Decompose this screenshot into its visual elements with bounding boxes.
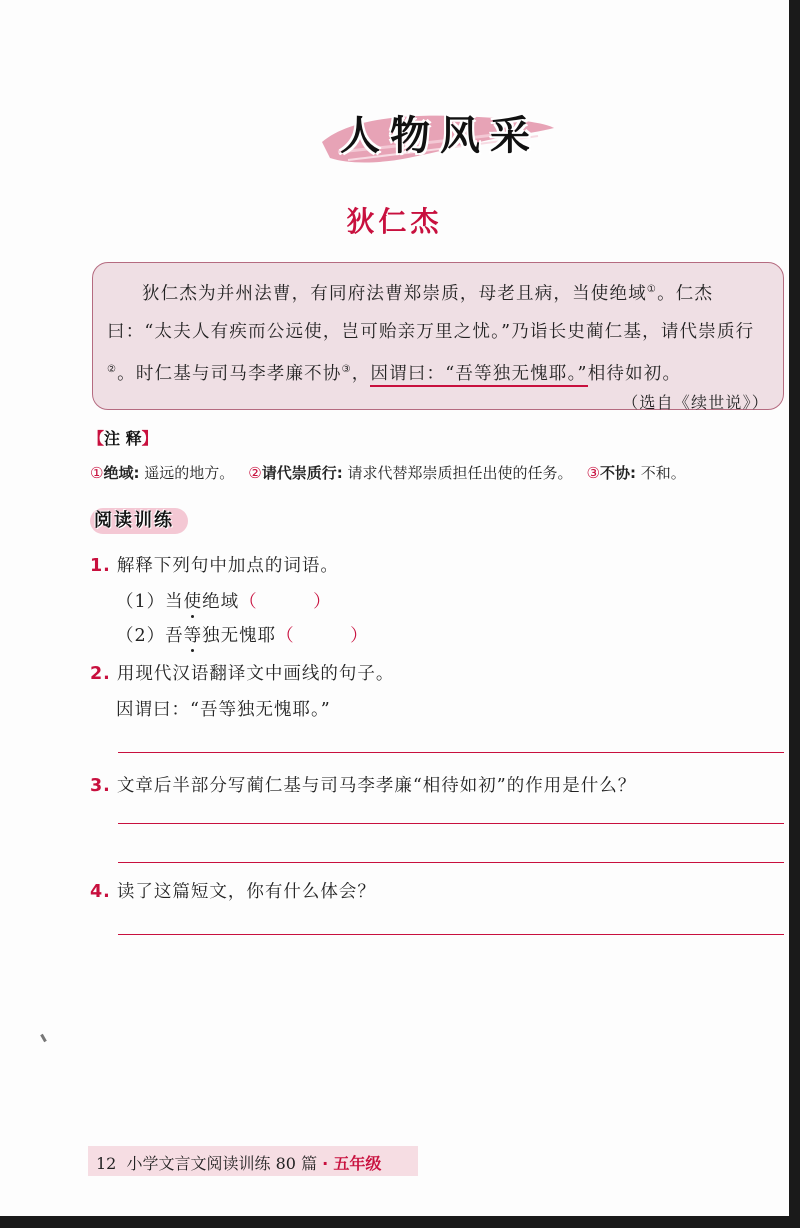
answer-line[interactable] <box>118 823 784 824</box>
sub-text-pre: 吾 <box>165 626 184 646</box>
notes-list <box>90 462 789 483</box>
note-number: ③ <box>586 464 600 482</box>
scan-edge-right <box>789 0 800 1228</box>
note-text: 不和。 <box>640 464 686 482</box>
bracket-left: 【 <box>88 429 105 448</box>
dotted-word: 等 <box>183 626 203 646</box>
note-text: 请求代替郑崇质担任出使的任务。 <box>347 464 573 482</box>
note-number: ① <box>90 464 104 482</box>
question-1-sub-2 <box>116 622 369 647</box>
bracket-right: 】 <box>141 429 158 448</box>
question-1-sub-1 <box>116 588 332 613</box>
answer-line[interactable] <box>118 934 784 935</box>
training-heading <box>90 506 190 534</box>
training-heading-text: 阅读训练 <box>94 510 174 531</box>
note-term: 不协 <box>599 464 630 482</box>
question-4 <box>90 878 376 903</box>
note-term: 绝域 <box>103 464 134 482</box>
passage-text <box>107 271 769 393</box>
question-text: 用现代汉语翻译文中画线的句子。 <box>116 664 395 684</box>
section-header <box>318 102 558 170</box>
notes-heading-text: 注 释 <box>104 429 142 448</box>
note-item <box>587 464 686 482</box>
note-number: ② <box>248 464 262 482</box>
answer-line[interactable] <box>118 862 784 863</box>
note-ref-2: ② <box>107 363 118 375</box>
grade-label: 五年级 <box>333 1154 382 1173</box>
question-1 <box>90 552 339 577</box>
passage-part-2: 。仁杰曰：“太夫人有疾而公远使，岂可贻亲万里之忧。”乃诣长史蔺仁基，请代崇质行 <box>107 283 755 342</box>
note-separator: : <box>630 464 636 482</box>
question-number: 2. <box>90 664 111 684</box>
note-term: 请代崇质行 <box>261 464 337 482</box>
passage-part-1: 狄仁杰为并州法曹，有同府法曹郑崇质，母老且病，当使绝域 <box>142 283 647 304</box>
sub-text-post: 独无愧耶 <box>202 626 277 646</box>
note-item <box>248 464 572 482</box>
sub-label: （1） <box>116 592 166 612</box>
footer-bullet: · <box>322 1154 329 1173</box>
source-citation: （选自《续世说》） <box>622 392 769 412</box>
passage-part-5: 相待如初。 <box>587 363 682 384</box>
dotted-word: 使 <box>183 592 203 612</box>
section-title: 人物风采 <box>340 113 540 159</box>
question-3 <box>90 772 636 797</box>
note-separator: : <box>133 464 140 482</box>
notes-heading <box>88 426 158 449</box>
answer-line[interactable] <box>118 752 784 753</box>
footer-text <box>96 1151 381 1174</box>
underlined-sentence: 因谓曰：“吾等独无愧耶。” <box>370 364 587 387</box>
article-title: 狄仁杰 <box>346 205 443 238</box>
scan-edge-bottom <box>0 1216 800 1228</box>
sub-text-post: 绝域 <box>202 592 240 612</box>
note-ref-3: ③ <box>341 363 352 375</box>
question-number: 4. <box>90 882 111 902</box>
question-text: 读了这篇短文，你有什么体会？ <box>116 882 376 902</box>
question-2-quote: 因谓曰：“吾等独无愧耶。” <box>116 700 331 720</box>
note-ref-1: ① <box>646 284 658 295</box>
question-2 <box>90 660 394 685</box>
note-separator: : <box>336 464 343 482</box>
passage-part-4: ， <box>351 363 371 384</box>
question-text: 解释下列句中加点的词语。 <box>116 556 339 576</box>
scan-mark-decoration <box>40 1034 47 1042</box>
note-text: 遥远的地方。 <box>144 464 235 482</box>
page-footer <box>88 1146 418 1176</box>
question-number: 3. <box>90 776 111 796</box>
answer-blank[interactable]: （ ） <box>276 626 369 646</box>
answer-blank[interactable]: （ ） <box>239 592 332 612</box>
note-item <box>90 464 234 482</box>
passage-box <box>92 262 784 410</box>
book-title: 小学文言文阅读训练 80 篇 <box>126 1154 318 1173</box>
passage-part-3: 。时仁基与司马李孝廉不协 <box>117 363 342 384</box>
question-text: 文章后半部分写蔺仁基与司马李孝廉“相待如初”的作用是什么？ <box>116 776 637 796</box>
question-number: 1. <box>90 556 111 576</box>
sub-text-pre: 当 <box>165 592 184 612</box>
page-number: 12 <box>96 1154 117 1173</box>
sub-label: （2） <box>116 626 166 646</box>
